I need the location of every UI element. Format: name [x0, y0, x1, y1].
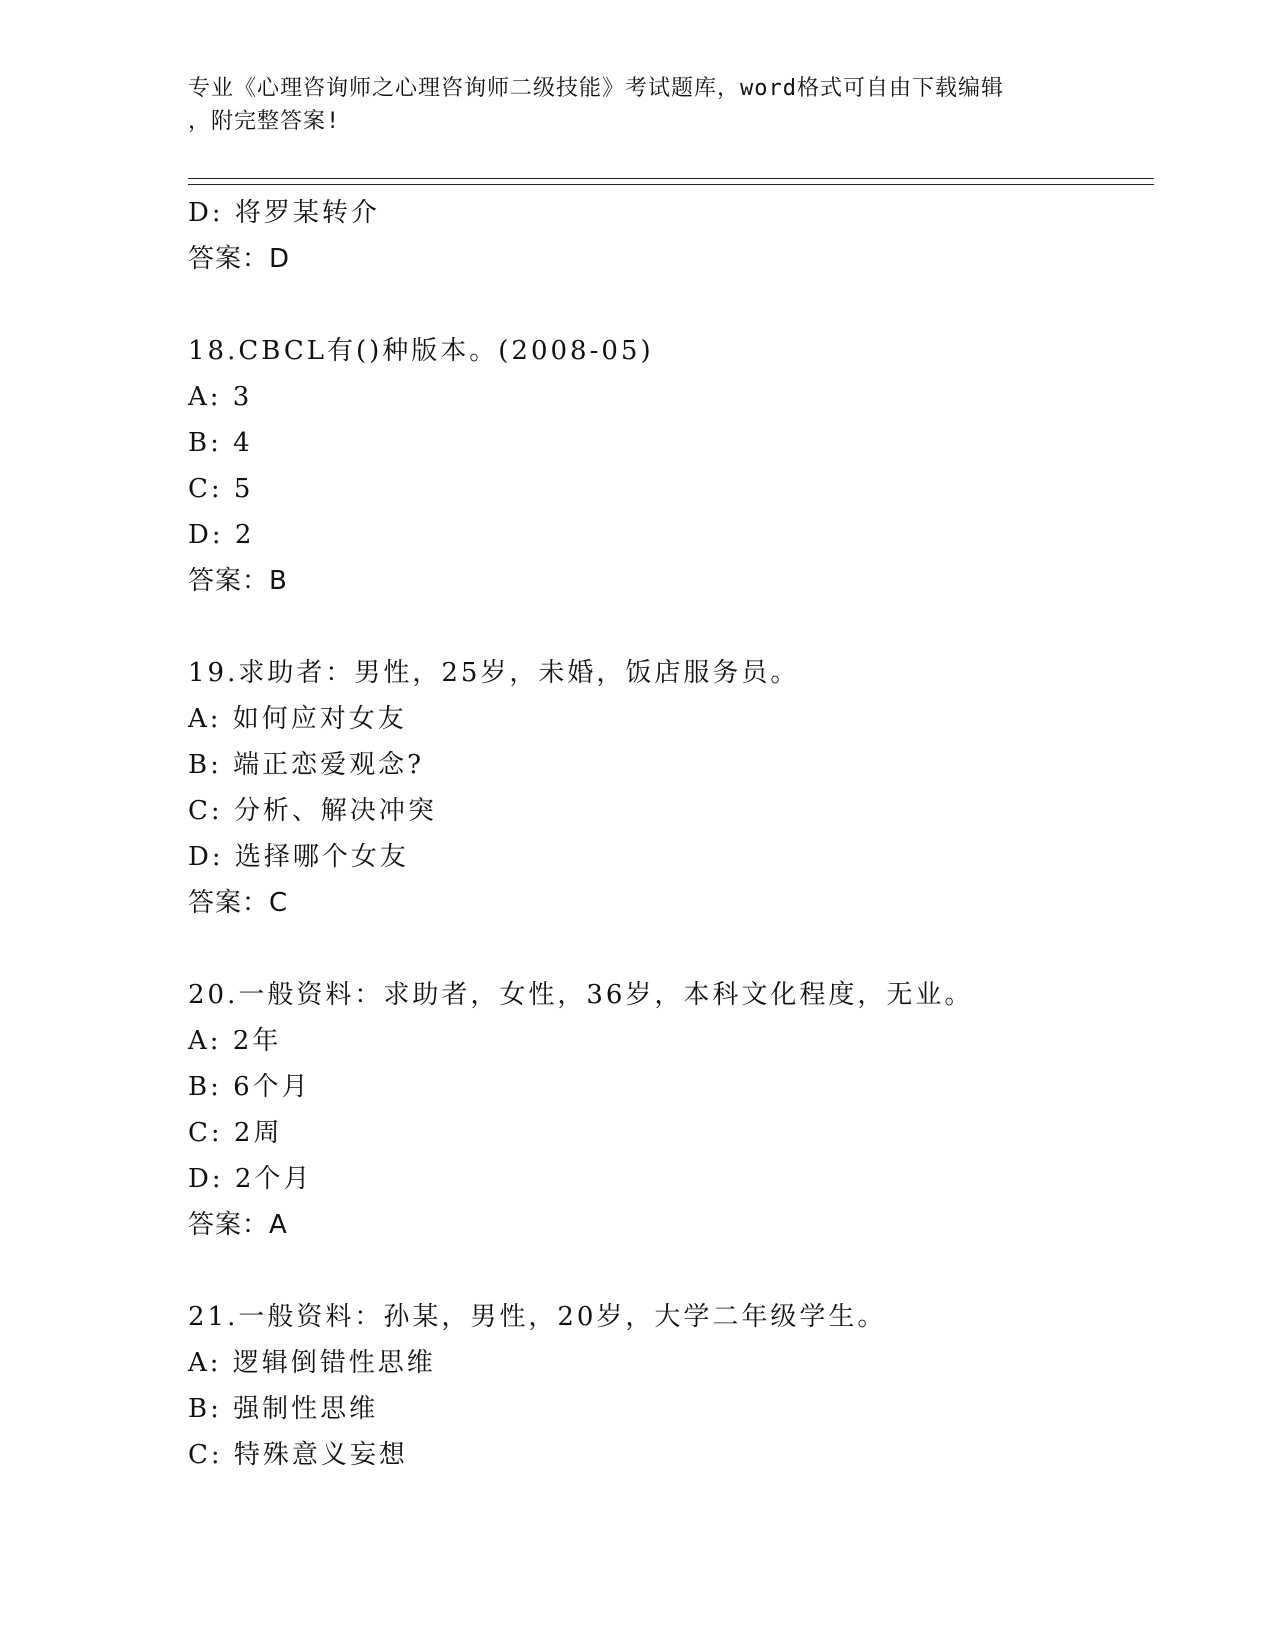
question-title: 21.一般资料：孙某，男性，20岁，大学二年级学生。	[188, 1302, 887, 1332]
question-18	[188, 328, 1148, 604]
option-b: B: 6个月	[188, 1072, 311, 1102]
header-line-2: ，附完整答案!	[188, 109, 341, 134]
header-line-1: 专业《心理咨询师之心理咨询师二级技能》考试题库，word格式可自由下载编辑	[188, 76, 1004, 101]
spacer	[188, 1248, 1148, 1294]
question-list	[188, 190, 1148, 1478]
option-c: C: 分析、解决冲突	[188, 796, 437, 826]
question-title: 18.CBCL有()种版本。(2008-05)	[188, 336, 654, 366]
option-d: D: 2	[188, 520, 255, 550]
question-21	[188, 1294, 1148, 1478]
option-d: D: 选择哪个女友	[188, 842, 409, 872]
answer: 答案：A	[188, 1210, 288, 1240]
option-a: A: 2年	[188, 1026, 282, 1056]
prev-answer: 答案：D	[188, 244, 291, 274]
option-c: C: 特殊意义妄想	[188, 1440, 408, 1470]
spacer	[188, 926, 1148, 972]
spacer	[188, 604, 1148, 650]
option-c: C: 2周	[188, 1118, 283, 1148]
option-c: C: 5	[188, 474, 254, 504]
option-a: A: 3	[188, 382, 253, 412]
answer: 答案：B	[188, 566, 288, 596]
prev-option-d: D: 将罗某转介	[188, 198, 380, 228]
question-19	[188, 650, 1148, 926]
option-b: B: 端正恋爱观念?	[188, 750, 425, 780]
option-a: A: 如何应对女友	[188, 704, 407, 734]
option-b: B: 强制性思维	[188, 1394, 379, 1424]
question-title: 19.求助者：男性，25岁，未婚，饭店服务员。	[188, 658, 800, 688]
question-20	[188, 972, 1148, 1248]
option-b: B: 4	[188, 428, 253, 458]
spacer	[188, 282, 1148, 328]
option-d: D: 2个月	[188, 1164, 313, 1194]
answer: 答案：C	[188, 888, 289, 918]
document-header	[188, 72, 1088, 138]
header-divider	[188, 178, 1154, 185]
question-title: 20.一般资料：求助者，女性，36岁，本科文化程度，无业。	[188, 980, 974, 1010]
option-a: A: 逻辑倒错性思维	[188, 1348, 436, 1378]
